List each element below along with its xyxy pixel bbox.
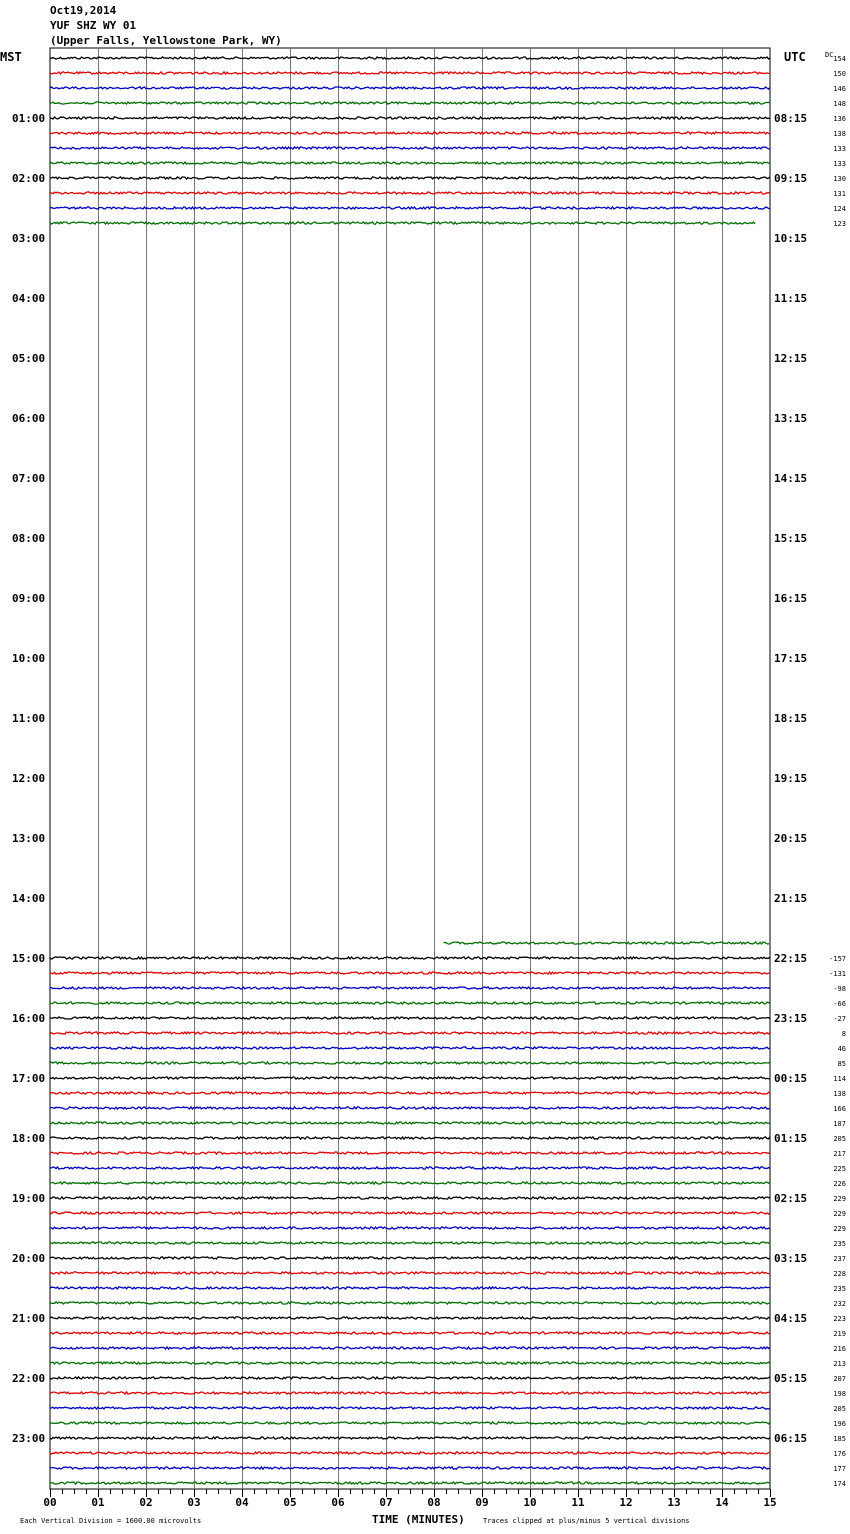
mst-hour-label: 05:00: [12, 352, 46, 365]
dc-offset-label: 216: [833, 1345, 846, 1353]
x-tick-label: 09: [475, 1496, 489, 1509]
seismic-trace: [50, 1332, 770, 1334]
seismic-trace: [50, 1467, 770, 1469]
mst-hour-label: 11:00: [12, 712, 46, 725]
dc-offset-label: 198: [833, 1390, 846, 1398]
x-tick-label: 05: [283, 1496, 297, 1509]
dc-offset-label: 46: [837, 1045, 846, 1053]
seismic-trace: [50, 192, 770, 194]
dc-offset-label: 146: [833, 85, 846, 93]
seismic-trace: [50, 72, 770, 74]
mst-hour-label: 09:00: [12, 592, 46, 605]
utc-hour-label: 11:15: [774, 292, 808, 305]
dc-offset-label: 138: [833, 130, 846, 138]
seismic-trace: [50, 1107, 770, 1109]
seismic-trace: [50, 1317, 770, 1319]
utc-hour-label: 14:15: [774, 472, 808, 485]
x-tick-label: 08: [427, 1496, 441, 1509]
seismic-trace: [50, 87, 770, 89]
x-tick-label: 13: [667, 1496, 681, 1509]
dc-offset-label: 219: [833, 1330, 846, 1338]
utc-hour-label: 12:15: [774, 352, 808, 365]
dc-offset-label: 235: [833, 1240, 846, 1248]
seismic-trace: [50, 957, 770, 959]
seismic-trace: [50, 1212, 770, 1214]
x-tick-label: 14: [715, 1496, 729, 1509]
seismic-trace: [50, 1287, 770, 1289]
dc-offset-label: 136: [833, 115, 846, 123]
dc-offset-label: 228: [833, 1270, 846, 1278]
mst-hour-label: 12:00: [12, 772, 46, 785]
mst-hour-label: 15:00: [12, 952, 46, 965]
axis-labels: [0, 50, 833, 1526]
dc-offset-label: 148: [833, 100, 846, 108]
seismic-trace: [50, 1137, 770, 1139]
dc-offset-label: -157: [829, 955, 846, 963]
dc-offset-label: 166: [833, 1105, 846, 1113]
mst-hour-label: 21:00: [12, 1312, 46, 1325]
seismic-trace: [50, 1482, 770, 1484]
mst-hour-label: 04:00: [12, 292, 46, 305]
dc-offset-label: 85: [837, 1060, 846, 1068]
dc-offset-label: -27: [833, 1015, 846, 1023]
dc-offset-label: 223: [833, 1315, 846, 1323]
x-tick-label: 11: [571, 1496, 585, 1509]
dc-offset-label: 150: [833, 70, 846, 78]
x-axis-ticks: [43, 1489, 776, 1509]
seismic-trace: [50, 1242, 770, 1244]
x-axis-title: TIME (MINUTES): [372, 1513, 465, 1526]
mst-hour-label: 16:00: [12, 1012, 46, 1025]
utc-hour-label: 16:15: [774, 592, 808, 605]
seismic-trace: [50, 1272, 770, 1274]
dc-offset-label: 205: [833, 1405, 846, 1413]
dc-offset-label: 131: [833, 190, 846, 198]
seismic-trace: [50, 1017, 770, 1019]
seismic-trace: [50, 222, 755, 224]
mst-hour-label: 01:00: [12, 112, 46, 125]
location-label: (Upper Falls, Yellowstone Park, WY): [50, 34, 282, 47]
seismic-trace: [50, 1437, 770, 1439]
seismic-trace: [50, 177, 770, 179]
seismic-trace: [50, 1392, 770, 1394]
mst-hour-label: 07:00: [12, 472, 46, 485]
seismic-trace: [50, 1197, 770, 1199]
clipping-note: Traces clipped at plus/minus 5 vertical divisions: [483, 1517, 690, 1525]
utc-hour-label: 03:15: [774, 1252, 808, 1265]
x-tick-label: 03: [187, 1496, 201, 1509]
x-tick-label: 10: [523, 1496, 537, 1509]
dc-offset-label: 174: [833, 1480, 846, 1488]
seismic-trace: [50, 1422, 770, 1424]
dc-offset-label: 235: [833, 1285, 846, 1293]
seismic-trace: [50, 1302, 770, 1304]
x-tick-label: 12: [619, 1496, 633, 1509]
seismic-trace: [50, 1032, 770, 1034]
mst-hour-label: 13:00: [12, 832, 46, 845]
mst-hour-label: 06:00: [12, 412, 46, 425]
seismic-trace: [50, 1002, 770, 1004]
seismic-trace: [50, 132, 770, 134]
dc-offset-label: 226: [833, 1180, 846, 1188]
mst-hour-label: 18:00: [12, 1132, 46, 1145]
utc-hour-label: 01:15: [774, 1132, 808, 1145]
seismic-trace: [50, 972, 770, 974]
x-tick-label: 01: [91, 1496, 105, 1509]
dc-offset-label: 138: [833, 1090, 846, 1098]
mst-hour-label: 22:00: [12, 1372, 46, 1385]
seismic-trace: [50, 1152, 770, 1154]
seismic-trace: [50, 207, 770, 209]
seismic-trace: [50, 147, 770, 149]
utc-hour-label: 23:15: [774, 1012, 808, 1025]
dc-offset-label: 217: [833, 1150, 846, 1158]
utc-hour-label: 18:15: [774, 712, 808, 725]
seismic-trace: [50, 1062, 770, 1064]
mst-hour-label: 19:00: [12, 1192, 46, 1205]
mst-hour-label: 23:00: [12, 1432, 46, 1445]
dc-offset-label: 229: [833, 1195, 846, 1203]
seismic-trace: [50, 1452, 770, 1454]
utc-hour-label: 21:15: [774, 892, 808, 905]
seismic-trace: [444, 942, 769, 944]
dc-offset-label: 176: [833, 1450, 846, 1458]
seismic-trace: [50, 1092, 770, 1094]
dc-offset-label: 114: [833, 1075, 846, 1083]
mst-hour-label: 02:00: [12, 172, 46, 185]
dc-offset-label: -98: [833, 985, 846, 993]
x-tick-label: 00: [43, 1496, 57, 1509]
dc-offset-label: 123: [833, 220, 846, 228]
utc-hour-label: 00:15: [774, 1072, 808, 1085]
x-tick-label: 07: [379, 1496, 393, 1509]
utc-hour-label: 17:15: [774, 652, 808, 665]
dc-offset-label: 8: [841, 1030, 846, 1038]
dc-offset-label: 154: [833, 55, 846, 63]
x-tick-label: 02: [139, 1496, 153, 1509]
utc-hour-label: 15:15: [774, 532, 808, 545]
dc-offset-label: 185: [833, 1435, 846, 1443]
dc-offset-label: 130: [833, 175, 846, 183]
dc-offset-label: -131: [829, 970, 846, 978]
mst-hour-label: 08:00: [12, 532, 46, 545]
dc-offset-label: 133: [833, 160, 846, 168]
utc-axis-title: UTC: [784, 50, 806, 64]
dc-offset-label: 177: [833, 1465, 846, 1473]
utc-hour-label: 05:15: [774, 1372, 808, 1385]
dc-offset-label: 133: [833, 145, 846, 153]
utc-hour-label: 19:15: [774, 772, 808, 785]
seismic-trace: [50, 1182, 770, 1184]
mst-hour-label: 14:00: [12, 892, 46, 905]
x-tick-label: 04: [235, 1496, 249, 1509]
dc-offset-label: 205: [833, 1135, 846, 1143]
utc-hour-label: 20:15: [774, 832, 808, 845]
dc-offset-label: 207: [833, 1375, 846, 1383]
seismic-trace: [50, 57, 770, 59]
dc-offset-label: 196: [833, 1420, 846, 1428]
utc-hour-label: 08:15: [774, 112, 808, 125]
x-tick-label: 15: [763, 1496, 777, 1509]
dc-offset-label: 225: [833, 1165, 846, 1173]
seismic-trace: [50, 1377, 770, 1379]
station-label: YUF SHZ WY 01: [50, 19, 137, 32]
utc-hour-label: 13:15: [774, 412, 808, 425]
utc-hour-label: 06:15: [774, 1432, 808, 1445]
dc-offset-label: 124: [833, 205, 846, 213]
dc-offset-label: 229: [833, 1225, 846, 1233]
utc-hour-label: 04:15: [774, 1312, 808, 1325]
seismic-trace: [50, 1257, 770, 1259]
mst-hour-label: 03:00: [12, 232, 46, 245]
seismic-trace: [50, 1227, 770, 1229]
seismic-trace: [50, 117, 770, 119]
dc-axis-title: DC: [825, 51, 834, 59]
mst-hour-label: 10:00: [12, 652, 46, 665]
mst-hour-label: 17:00: [12, 1072, 46, 1085]
utc-hour-label: 22:15: [774, 952, 808, 965]
seismic-trace: [50, 102, 770, 104]
utc-hour-label: 09:15: [774, 172, 808, 185]
dc-offset-label: -66: [833, 1000, 846, 1008]
dc-offset-label: 232: [833, 1300, 846, 1308]
mst-hour-label: 20:00: [12, 1252, 46, 1265]
seismic-trace: [50, 1407, 770, 1409]
dc-offset-label: 213: [833, 1360, 846, 1368]
dc-offset-label: 237: [833, 1255, 846, 1263]
utc-hour-label: 02:15: [774, 1192, 808, 1205]
seismic-trace: [50, 1167, 770, 1169]
seismic-trace: [50, 987, 770, 989]
seismic-trace: [50, 1362, 770, 1364]
vertical-division-note: Each Vertical Division = 1600.00 microvolts: [20, 1517, 202, 1525]
utc-hour-label: 10:15: [774, 232, 808, 245]
seismic-trace: [50, 1047, 770, 1049]
dc-offset-label: 187: [833, 1120, 846, 1128]
seismic-traces: [50, 55, 846, 1488]
seismic-trace: [50, 162, 770, 164]
dc-offset-label: 229: [833, 1210, 846, 1218]
date-label: Oct19,2014: [50, 4, 117, 17]
seismic-trace: [50, 1122, 770, 1124]
seismic-trace: [50, 1347, 770, 1349]
x-tick-label: 06: [331, 1496, 345, 1509]
mst-axis-title: MST: [0, 50, 22, 64]
seismic-trace: [50, 1077, 770, 1079]
